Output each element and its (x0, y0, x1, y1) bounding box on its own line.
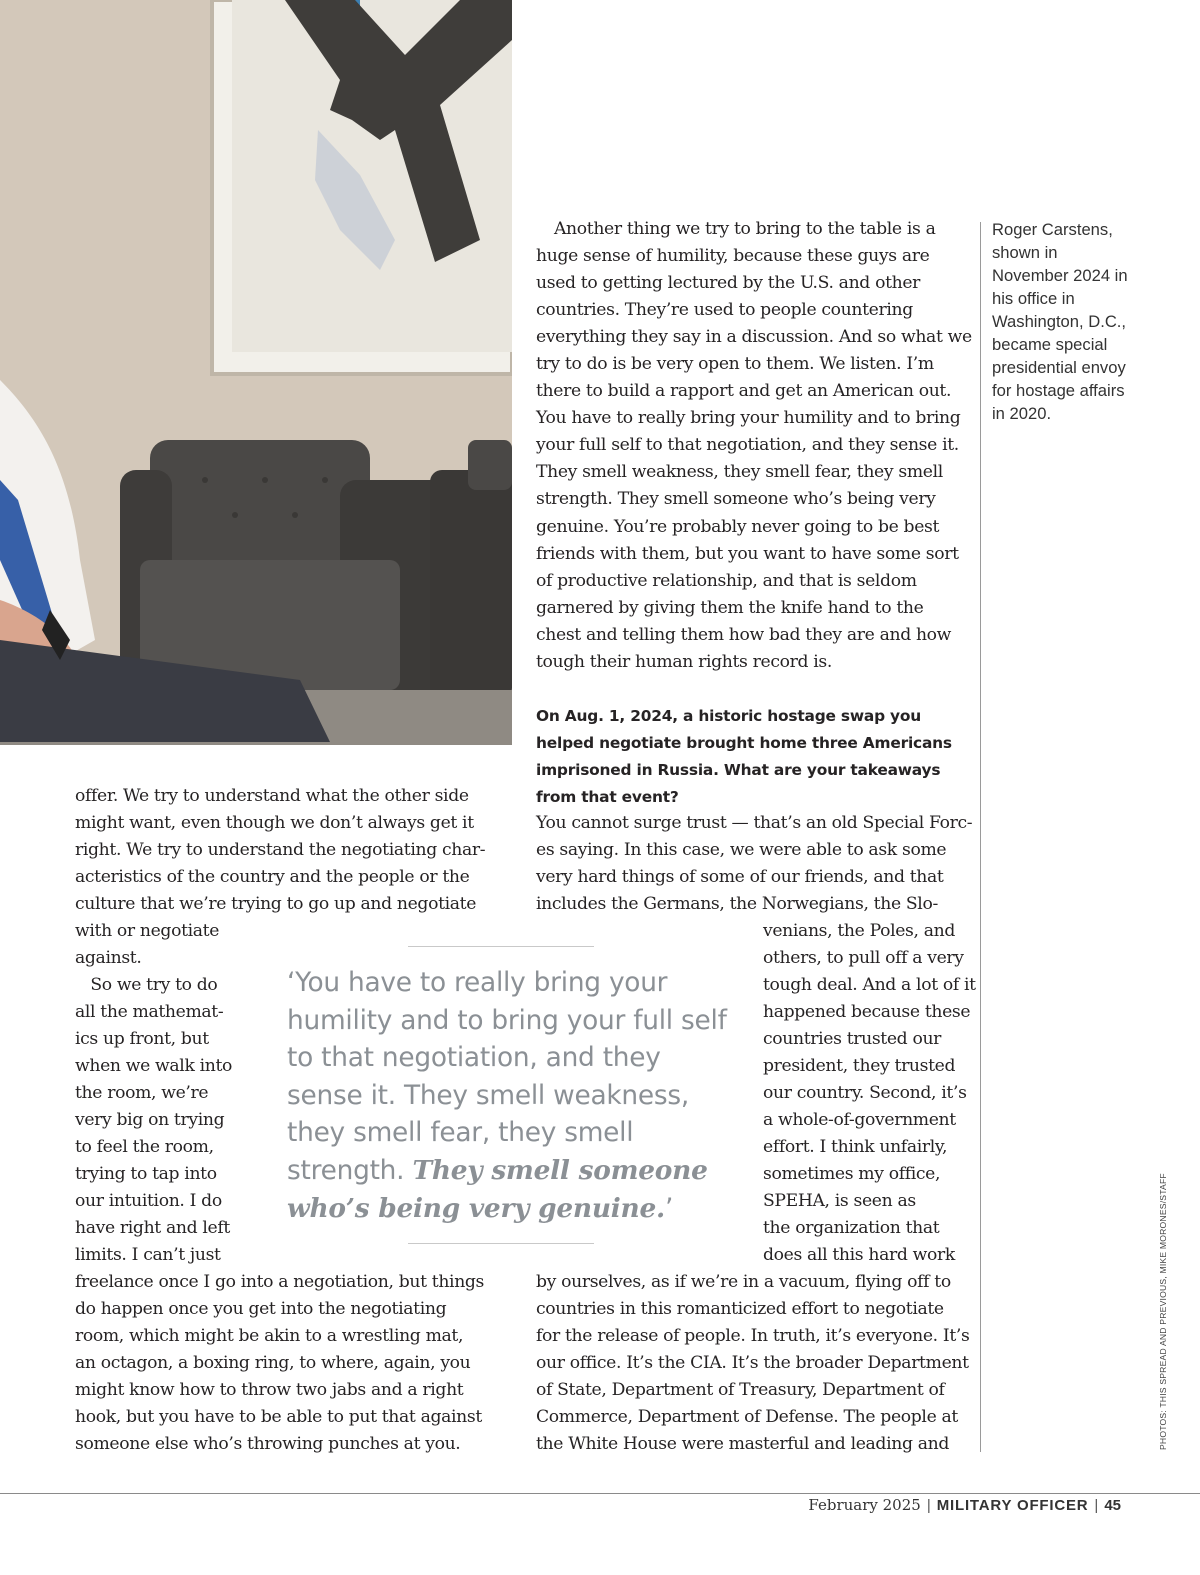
text-line: do happen once you get into the negotiating (75, 1299, 447, 1319)
text-line: venians, the Poles, and (763, 921, 956, 941)
text-line: does all this hard work (763, 1245, 955, 1265)
footer-separator: | (926, 1497, 931, 1514)
interview-question: On Aug. 1, 2024, a historic hostage swap you helped negotiate brought home three Americans imprisoned in Russia. What are your takeaways from that event? (536, 707, 952, 807)
pull-quote-top-rule (408, 946, 594, 947)
text-line: others, to pull off a very (763, 948, 964, 968)
text-line: for the release of people. In truth, it’s everyone. It’s (536, 1326, 970, 1346)
text-line: effort. I think unfairly, (763, 1137, 948, 1157)
footer-separator: | (1094, 1497, 1099, 1514)
text-line: offer. We try to understand what the other side (75, 786, 469, 806)
article-paragraph-humility: Another thing we try to bring to the table is a huge sense of humility, because these guys are used to getting lectured by the U.S. and other countries. They’re used to people countering everything they say in a discussion. And so what we try to do is be very open to them. We listen. I’m there to build a rapport and get an American out. You have to really bring your humility and to bring your full self to that negotiation, and they sense it. They smell weakness, they smell fear, they smell strength. They smell someone who’s being very genuine. You’re probably never going to be best friends with them, but you want to have some sort of productive relationship, and that is seldom garnered by giving them the knife hand to the chest and telling them how bad they are and how tough their human rights record is. (536, 219, 972, 672)
text-line: countries trusted our (763, 1029, 942, 1049)
text-line: very hard things of some of our friends, and that (536, 867, 944, 887)
text-line: room, which might be akin to a wrestling mat, (75, 1326, 464, 1346)
text-line: So we try to do (75, 975, 218, 995)
text-line: culture that we’re trying to go up and negotiate (75, 894, 477, 914)
pull-quote-bottom-rule (408, 1243, 594, 1244)
text-line: to feel the room, (75, 1137, 214, 1157)
pull-quote-text: ‘You have to really bring your humility and to bring your full self to that negotiation, and they sense it. They smell weakness, they smell fear, they smell strength. (287, 967, 727, 1186)
text-line: SPEHA, is seen as (763, 1191, 916, 1211)
text-line: all the mathemat- (75, 1002, 224, 1022)
text-line: countries in this romanticized effort to negotiate (536, 1299, 944, 1319)
text-line: our country. Second, it’s (763, 1083, 967, 1103)
photo-credit: PHOTOS: THIS SPREAD AND PREVIOUS, MIKE MORONES/STAFF (1158, 1173, 1168, 1450)
photo-illustration (0, 0, 512, 745)
text-line: against. (75, 948, 142, 968)
page-footer (808, 1496, 1121, 1514)
text-line: president, they trusted (763, 1056, 956, 1076)
text-line: freelance once I go into a negotiation, but things (75, 1272, 485, 1292)
text-line: very big on trying (75, 1110, 225, 1130)
pull-quote-emphasis: They smell someone who’s being very genuine. (287, 1154, 708, 1224)
text-line: limits. I can’t just (75, 1245, 221, 1265)
text-line: might know how to throw two jabs and a right (75, 1380, 464, 1400)
text-line: You cannot surge trust — that’s an old Special Forc- (536, 813, 973, 833)
text-line: hook, but you have to be able to put that against (75, 1407, 482, 1427)
text-line: happened because these (763, 1002, 971, 1022)
article-photo (0, 0, 512, 745)
text-line: someone else who’s throwing punches at you. (75, 1434, 461, 1454)
text-line: might want, even though we don’t always get it (75, 813, 474, 833)
text-line: have right and left (75, 1218, 230, 1238)
text-line: the organization that (763, 1218, 940, 1238)
text-line: includes the Germans, the Norwegians, the Slo- (536, 894, 938, 914)
footer-rule (0, 1493, 1200, 1494)
issue-date: February 2025 (808, 1496, 921, 1514)
text-line: a whole-of-government (763, 1110, 956, 1130)
text-line: our office. It’s the CIA. It’s the broader Department (536, 1353, 969, 1373)
text-line: an octagon, a boxing ring, to where, again, you (75, 1353, 471, 1373)
text-line: by ourselves, as if we’re in a vacuum, flying off to (536, 1272, 951, 1292)
pull-quote (287, 964, 737, 1227)
text-line: right. We try to understand the negotiating char- (75, 840, 486, 860)
text-line: when we walk into (75, 1056, 233, 1076)
text-line: the room, we’re (75, 1083, 209, 1103)
text-line: of State, Department of Treasury, Department of (536, 1380, 945, 1400)
text-line: trying to tap into (75, 1164, 217, 1184)
publication-name: MILITARY OFFICER (936, 1497, 1089, 1514)
text-line: acteristics of the country and the people or the (75, 867, 470, 887)
photo-caption: Roger Carstens, shown in November 2024 in his office in Washington, D.C., became special presidential envoy for hostage affairs in 2020. (992, 220, 1128, 423)
text-line: Commerce, Department of Defense. The people at (536, 1407, 958, 1427)
text-line: tough deal. And a lot of it (763, 975, 976, 995)
pull-quote-closing-mark: ’ (664, 1192, 674, 1224)
text-line: ics up front, but (75, 1029, 209, 1049)
text-line: the White House were masterful and leading and (536, 1434, 949, 1454)
text-line: sometimes my office, (763, 1164, 941, 1184)
text-line: es saying. In this case, we were able to ask some (536, 840, 947, 860)
page-number: 45 (1104, 1497, 1121, 1514)
text-line: with or negotiate (75, 921, 220, 941)
text-line: our intuition. I do (75, 1191, 222, 1211)
caption-divider (980, 222, 981, 1452)
